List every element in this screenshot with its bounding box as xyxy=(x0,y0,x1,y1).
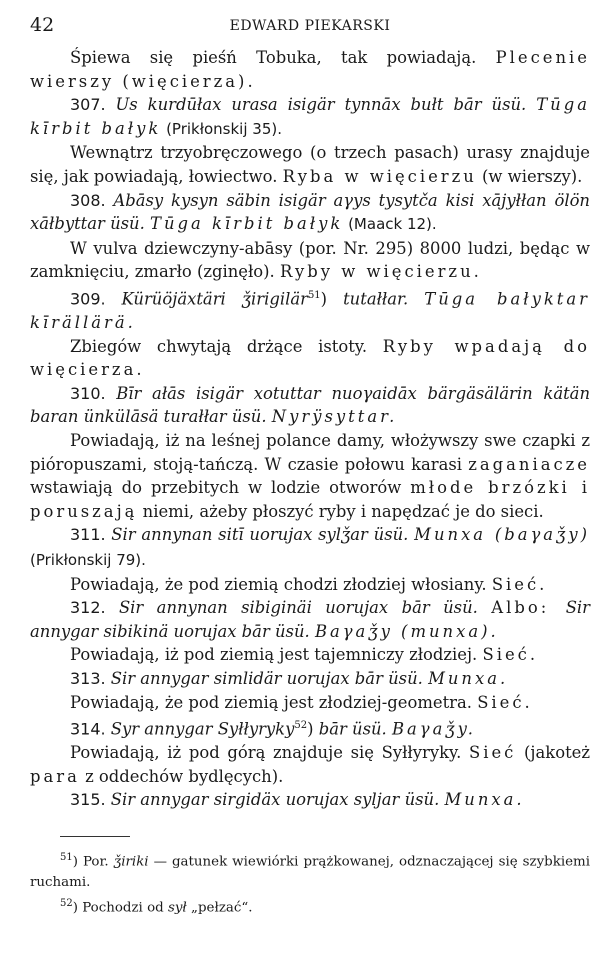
text-run: Tūga bałyktar kīrällärä. xyxy=(30,289,590,332)
text-run: Albo: xyxy=(491,598,566,618)
text-run: Śpiewa się pieśń Tobuka, tak powiadają. xyxy=(70,48,496,67)
text-run: Baγaǯy. xyxy=(391,719,476,739)
text-run: Sir annynan sibiginäi uorujax bār üsü. xyxy=(118,598,492,618)
footnote-fn52 xyxy=(30,893,590,918)
text-run: Powiadają, iż pod ziemią jest tajemniczy złodziej. xyxy=(70,645,483,665)
text-run: Syr annygar Syłłyryky xyxy=(110,719,295,739)
text-run: Sieć. xyxy=(482,645,539,665)
entry-312 xyxy=(30,596,590,643)
page xyxy=(30,14,590,919)
text-run: (jakoteż xyxy=(516,743,590,763)
entry-314t xyxy=(30,741,590,788)
entry-cont xyxy=(30,46,590,93)
text-run: — gatunek wiewiórki prążkowanej, odznaczającej się szybkiemi ruchami. xyxy=(30,854,591,891)
entry-309 xyxy=(30,284,590,335)
text-run: sył xyxy=(168,900,187,916)
text-run: ) xyxy=(320,289,344,309)
entry-309t xyxy=(30,335,590,382)
text-run: Munxa. xyxy=(428,668,509,688)
text-run: 310. xyxy=(70,383,117,403)
text-run: tutałłar. xyxy=(343,289,425,309)
text-run: Powiadają, iż na leśnej polance damy, włożywszy swe czapki z pióropuszami, stoją-tańczą. W czasie połowu karasi xyxy=(30,430,590,474)
entry-310 xyxy=(30,382,590,429)
text-run: 312. xyxy=(70,598,119,618)
text-run: Ryby wpadają do więcierza. xyxy=(30,336,590,380)
text-run: Powiadają, że pod ziemią jest złodziej-geometra. xyxy=(70,692,478,712)
text-run: Us kurdūłax urasa isigär tynnāx bułt bār üsü. xyxy=(115,95,537,115)
text-run: (Prikłonskij 79). xyxy=(30,550,146,569)
body-text xyxy=(30,46,590,812)
text-run: 315. xyxy=(70,790,111,810)
text-run: Ryba w więcierzu xyxy=(282,166,477,186)
text-run: Sir annynan sitī uorujax sylǯar üsü. xyxy=(111,525,415,545)
text-run: Zbiegów chwytają drżące istoty. xyxy=(70,336,383,356)
footnote-ref: 51 xyxy=(307,289,321,301)
text-run: niemi, ażeby płoszyć ryby i napędzać je do sieci. xyxy=(137,501,544,521)
entry-311t xyxy=(30,573,590,597)
text-run: Sieć xyxy=(468,743,517,763)
text-run: (Prikłonskij 35). xyxy=(161,119,282,138)
footnote-ref: 52 xyxy=(60,898,73,910)
entry-315 xyxy=(30,788,590,812)
text-run: Munxa (baγaǯy) xyxy=(414,525,590,545)
text-run: 309. xyxy=(70,289,122,309)
running-head: EDWARD PIEKARSKI xyxy=(229,18,391,34)
footnotes xyxy=(30,847,590,919)
text-run: Sir annygar sirgidäx uorujax syljar üsü. xyxy=(110,790,445,810)
text-run: młode brzózki i poruszają xyxy=(30,478,590,521)
text-run: Sir annygar simlidär uorujax bār üsü. xyxy=(110,668,429,688)
entry-308t xyxy=(30,237,590,284)
text-run: Wewnątrz trzyobręczowego (o trzech pasach) urasy znajduje się, jak powiadają, łowiectwo. xyxy=(30,143,590,186)
text-run: (w wierszy). xyxy=(476,166,583,186)
text-run: Powiadają, że pod ziemią chodzi złodziej włosiany. xyxy=(70,574,492,594)
entry-308 xyxy=(30,189,590,237)
text-run: ) Por. xyxy=(72,854,114,870)
text-run: Sir annygar sibikinä uorujax bār üsü. xyxy=(30,598,590,641)
entry-314 xyxy=(30,714,590,741)
page-header xyxy=(30,14,590,46)
text-run: Baγaǯy (munxa). xyxy=(314,621,499,641)
text-run: 311. xyxy=(70,525,112,545)
text-run: bār üsü. xyxy=(318,719,392,739)
text-run: ǯiriki xyxy=(113,854,149,870)
entry-313t xyxy=(30,691,590,715)
text-run: Abāsy kysyn säbin isigär aγys tysytča kisi xājyłłan ölön xāłbyttar üsü. xyxy=(30,190,590,234)
text-run: Bīr ałās isigär xotuttar nuoγaidāx bärgäsälärin kätän baran ünkülāsä turałłar üsü. xyxy=(30,383,590,427)
text-run: zaganiacze xyxy=(468,454,590,474)
entry-310t xyxy=(30,429,590,523)
text-run: W vulva dziewczyny-abāsy (por. Nr. 295) 8000 ludzi, będąc w zamknięciu, zmarło (zginęło). xyxy=(30,238,590,282)
text-run: Powiadają, iż pod górą znajduje się Syłłyryky. xyxy=(70,743,469,763)
footnote-ref: 52 xyxy=(294,720,308,732)
text-run: 314. xyxy=(70,719,111,739)
footnote-fn51 xyxy=(30,847,590,893)
text-run: Ryby w więcierzu. xyxy=(279,262,482,282)
text-run: Tūga kīrbit bałyk xyxy=(150,214,344,234)
page-number: 42 xyxy=(30,14,55,36)
text-run: 308. xyxy=(70,190,114,210)
entry-311 xyxy=(30,523,590,572)
text-run: z oddechów bydlęcych). xyxy=(79,766,284,786)
text-run: ) Pochodzi od xyxy=(72,900,168,916)
text-run: Plecenie wierszy (więcierza). xyxy=(30,48,590,91)
footnote-rule xyxy=(60,836,130,837)
text-run: 307. xyxy=(70,95,116,115)
text-run: Tūga kīrbit bałyk xyxy=(30,95,590,138)
entry-312t xyxy=(30,643,590,667)
text-run: „pełzać“. xyxy=(186,900,253,916)
text-run: Munxa. xyxy=(444,790,525,810)
text-run: 313. xyxy=(70,668,111,688)
text-run: wstawiają do przebitych w lodzie otworów xyxy=(30,478,411,498)
entry-307t xyxy=(30,141,590,188)
text-run: ) xyxy=(307,719,319,739)
text-run: Sieć. xyxy=(477,692,533,712)
entry-307 xyxy=(30,93,590,141)
text-run: para xyxy=(30,766,80,786)
text-run: (Maack 12). xyxy=(343,215,437,234)
text-run: Kürüöjäxtäri ǯirigilär xyxy=(121,289,308,309)
footnote-ref: 51 xyxy=(60,851,73,863)
text-run: Sieć. xyxy=(491,574,548,594)
text-run: Nyrÿsyttar. xyxy=(271,407,398,427)
entry-313 xyxy=(30,667,590,691)
